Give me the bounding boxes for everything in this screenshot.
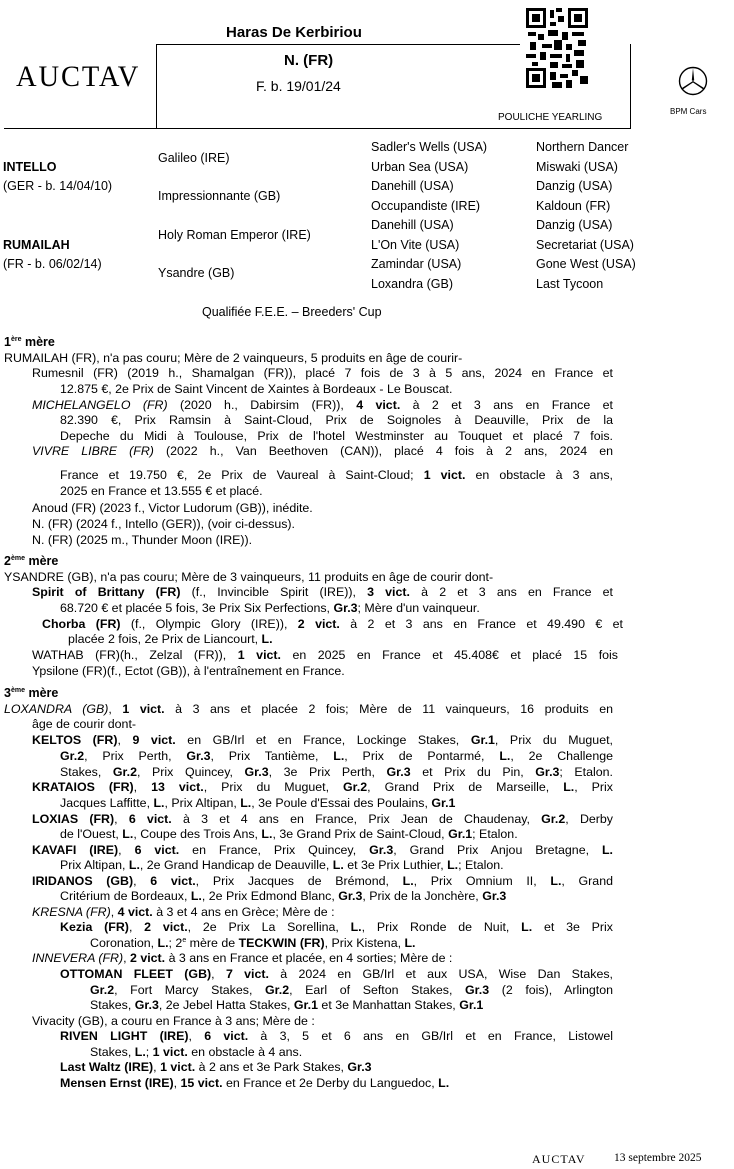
text-line: Jacques Laffitte, L., Prix Altipan, L., 3e Poule d'Essai des Poulains, Gr.1 — [60, 796, 456, 810]
text-line: placée 2 fois, 2e Prix de Liancourt, L. — [68, 632, 273, 646]
text-line: Depeche du Midi à Toulouse, Prix de l'hotel Westminster au Touquet et placé 7 fois. — [60, 429, 613, 443]
qr-code-icon — [526, 8, 588, 88]
gen4-entry: Northern Dancer — [536, 140, 629, 154]
text-line: Critérium de Bordeaux, L., 2e Prix Edmond Blanc, Gr.3, Prix de la Jonchère, Gr.3 — [60, 889, 507, 903]
text-line: RIVEN LIGHT (IRE), 6 vict. à 3, 5 et 6 ans en GB/Irl et en France, Listowel — [60, 1029, 613, 1043]
text-line: Coronation, L.; 2e mère de TECKWIN (FR), Prix Kistena, L. — [90, 936, 416, 950]
text-line: âge de courir dont- — [32, 717, 137, 731]
gen4-entry: Danzig (USA) — [536, 218, 613, 232]
gen2-entry: Holy Roman Emperor (IRE) — [158, 228, 311, 242]
text-line: KELTOS (FR), 9 vict. en GB/Irl et en France, Lockinge Stakes, Gr.1, Prix du Muguet, — [32, 733, 613, 747]
text-line: Stakes, Gr.2, Prix Quincey, Gr.3, 3e Prix Perth, Gr.3 et Prix du Pin, Gr.3; Etalon. — [60, 765, 613, 779]
text-line: Kezia (FR), 2 vict., 2e Prix La Sorellina, L., Prix Ronde de Nuit, L. et 3e Prix — [60, 920, 613, 934]
gen2-entry: Galileo (IRE) — [158, 151, 230, 165]
sponsor-star-icon — [678, 66, 708, 96]
section-heading-first-dam: 1ère mère — [4, 335, 55, 349]
text-line: MICHELANGELO (FR) (2020 h., Dabirsim (FR)), 4 vict. à 2 et 3 ans en France et — [32, 398, 613, 412]
text-line: YSANDRE (GB), n'a pas couru; Mère de 3 vainqueurs, 11 produits en âge de courir dont- — [4, 570, 494, 584]
text-line: LOXANDRA (GB), 1 vict. à 3 ans et placée 2 fois; Mère de 11 vainqueurs, 16 produits en — [4, 702, 613, 716]
text-line: Last Waltz (IRE), 1 vict. à 2 ans et 3e Park Stakes, Gr.3 — [60, 1060, 372, 1074]
gen2-entry: Impressionnante (GB) — [158, 189, 281, 203]
gen4-entry: Last Tycoon — [536, 277, 604, 291]
gen3-entry: Danehill (USA) — [371, 218, 454, 232]
text-line: de l'Ouest, L., Coupe des Trois Ans, L., 3e Grand Prix de Saint-Cloud, Gr.1; Etalon. — [60, 827, 518, 841]
dam-name: RUMAILAH — [3, 238, 70, 252]
text-line: 12.875 €, 2e Prix de Saint Vincent de Xaintes à Bordeaux - Le Bouscat. — [60, 382, 453, 396]
gen4-entry: Kaldoun (FR) — [536, 199, 611, 213]
text-line: WATHAB (FR)(h., Zelzal (FR)), 1 vict. en 2025 en France et 45.408€ et placé 15 fois — [32, 648, 618, 662]
auctav-logo: AUCTAV — [16, 60, 141, 93]
text-line: Vivacity (GB), a couru en France à 3 ans; Mère de : — [32, 1014, 315, 1028]
text-line: Mensen Ernst (IRE), 15 vict. en France et 2e Derby du Languedoc, L. — [60, 1076, 450, 1090]
gen3-entry: Occupandiste (IRE) — [371, 199, 481, 213]
sire-info: (GER - b. 14/04/10) — [3, 179, 113, 193]
gen3-entry: L'On Vite (USA) — [371, 238, 460, 252]
qualification-note: Qualifiée F.E.E. – Breeders' Cup — [202, 305, 382, 319]
text-line: KRESNA (FR), 4 vict. à 3 et 4 ans en Grèce; Mère de : — [32, 905, 335, 919]
text-line: Gr.2, Prix Perth, Gr.3, Prix Tantième, L., Prix de Pontarmé, L., 2e Challenge — [60, 749, 613, 763]
footer-date: 13 septembre 2025 — [614, 1152, 702, 1164]
text-line: 82.390 €, Prix Ramsin à Saint-Cloud, Prix de Soignoles à Deauville, Prix de la — [60, 413, 613, 427]
text-line: N. (FR) (2025 m., Thunder Moon (IRE)). — [32, 533, 253, 547]
text-line: Stakes, Gr.3, 2e Jebel Hatta Stakes, Gr.1 et 3e Manhattan Stakes, Gr.1 — [90, 998, 484, 1012]
gen4-entry: Danzig (USA) — [536, 179, 613, 193]
category-label: POULICHE YEARLING — [498, 112, 603, 123]
dam-info: (FR - b. 06/02/14) — [3, 257, 102, 271]
text-line: Anoud (FR) (2023 f., Victor Ludorum (GB)), inédite. — [32, 501, 313, 515]
gen3-entry: Danehill (USA) — [371, 179, 454, 193]
text-line: Rumesnil (FR) (2019 h., Shamalgan (FR)), placé 7 fois de 3 à 5 ans, 2024 en France et — [32, 366, 613, 380]
gen3-entry: Urban Sea (USA) — [371, 160, 469, 174]
section-heading-second-dam: 2ème mère — [4, 554, 59, 568]
sire-name: INTELLO — [3, 160, 57, 174]
horse-info: F. b. 19/01/24 — [256, 78, 341, 94]
gen3-entry: Loxandra (GB) — [371, 277, 453, 291]
sponsor-label: BPM Cars — [670, 107, 707, 116]
gen4-entry: Secretariat (USA) — [536, 238, 634, 252]
text-line: N. (FR) (2024 f., Intello (GER)), (voir ci-dessus). — [32, 517, 296, 531]
text-line: LOXIAS (FR), 6 vict. à 3 et 4 ans en France, Prix Jean de Chaudenay, Gr.2, Derby — [32, 812, 613, 826]
text-line: OTTOMAN FLEET (GB), 7 vict. à 2024 en GB/Irl et aux USA, Wise Dan Stakes, — [60, 967, 613, 981]
text-line: Chorba (FR) (f., Olympic Glory (IRE)), 2 vict. à 2 et 3 ans en France et 49.490 € et — [42, 617, 623, 631]
text-line: INNEVERA (FR), 2 vict. à 3 ans en France et placée, en 4 sorties; Mère de : — [32, 951, 453, 965]
consignor-name: Haras De Kerbiriou — [226, 24, 362, 41]
text-line: VIVRE LIBRE (FR) (2022 h., Van Beethoven (CAN)), placé 4 fois à 2 ans, 2024 en — [32, 444, 613, 458]
text-line: Prix Altipan, L., 2e Grand Handicap de Deauville, L. et 3e Prix Luthier, L.; Etalon. — [60, 858, 504, 872]
horse-name: N. (FR) — [284, 52, 334, 69]
text-line: Stakes, L.; 1 vict. en obstacle à 4 ans. — [90, 1045, 303, 1059]
gen4-entry: Gone West (USA) — [536, 257, 636, 271]
gen3-entry: Sadler's Wells (USA) — [371, 140, 488, 154]
text-line: IRIDANOS (GB), 6 vict., Prix Jacques de Brémond, L., Prix Omnium II, L., Grand — [32, 874, 613, 888]
text-line: Gr.2, Fort Marcy Stakes, Gr.2, Earl of Sefton Stakes, Gr.3 (2 fois), Arlington — [90, 983, 614, 997]
section-heading-third-dam: 3ème mère — [4, 686, 59, 700]
text-line: RUMAILAH (FR), n'a pas couru; Mère de 2 vainqueurs, 5 produits en âge de courir- — [4, 351, 463, 365]
text-line: Ypsilone (FR)(f., Ectot (GB)), à l'entraînement en France. — [32, 664, 345, 678]
text-line: 68.720 € et placée 5 fois, 3e Prix Six Perfections, Gr.3; Mère d'un vainqueur. — [60, 601, 480, 615]
text-line: KRATAIOS (FR), 13 vict., Prix du Muguet, Gr.2, Grand Prix de Marseille, L., Prix — [32, 780, 614, 794]
text-line: KAVAFI (IRE), 6 vict. en France, Prix Quincey, Gr.3, Grand Prix Anjou Bretagne, L. — [32, 843, 613, 857]
text-line: France et 19.750 €, 2e Prix de Vaureal à Saint-Cloud; 1 vict. en obstacle à 3 ans, — [60, 468, 613, 482]
footer-auctav-logo: AUCTAV — [532, 1152, 586, 1166]
gen3-entry: Zamindar (USA) — [371, 257, 462, 271]
text-line: Spirit of Brittany (FR) (f., Invincible Spirit (IRE)), 3 vict. à 2 et 3 ans en France et — [32, 585, 613, 599]
gen4-entry: Miswaki (USA) — [536, 160, 618, 174]
gen2-entry: Ysandre (GB) — [158, 266, 235, 280]
text-line: 2025 en France et 13.555 € et placé. — [60, 484, 263, 498]
